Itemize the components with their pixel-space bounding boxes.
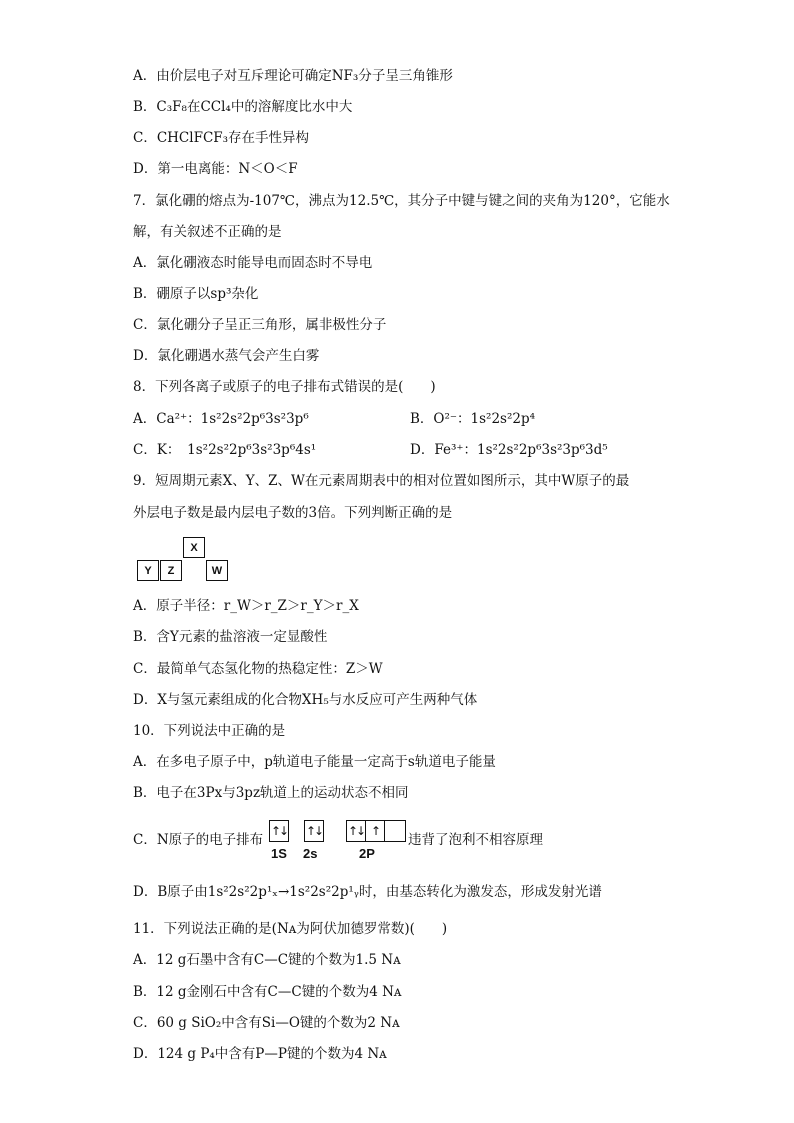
q10-option-a: A．在多电子原子中，p轨道电子能量一定高于s轨道电子能量 — [133, 754, 496, 770]
q11-option-d: D．124 g P₄中含有P—P键的个数为4 Nᴀ — [133, 1046, 387, 1062]
orbital-box: ↑ — [365, 820, 385, 842]
q6-option-b: B．C₃F₈在CCl₄中的溶解度比水中大 — [133, 99, 353, 115]
q10-option-d: D．B原子由1s²2s²2p¹ₓ→1s²2s²2p¹ᵧ时，由基态转化为激发态，形成发射光谱 — [133, 884, 602, 900]
q9-stem-line2: 外层电子数是最内层电子数的3倍。下列判断正确的是 — [133, 505, 453, 521]
q6-option-c: C．CHClFCF₃存在手性异构 — [133, 130, 310, 146]
q11-option-a: A．12 g石墨中含有C—C键的个数为1.5 Nᴀ — [133, 952, 401, 968]
q9-option-d: D．X与氢元素组成的化合物XH₅与水反应可产生两种气体 — [133, 692, 478, 708]
orbital-label-1s: 1S — [271, 846, 287, 861]
q6-option-d: D．第一电离能：N＜O＜F — [133, 161, 298, 177]
q7-option-c: C．氯化硼分子呈正三角形，属非极性分子 — [133, 317, 387, 333]
q10-stem: 10．下列说法中正确的是 — [133, 723, 286, 739]
q6-option-a: A．由价层电子对互斥理论可确定NF₃分子呈三角锥形 — [133, 68, 453, 84]
grid-cell-w: W — [206, 560, 228, 581]
q9-option-a: A．原子半径：r_W＞r_Z＞r_Y＞r_X — [133, 598, 359, 614]
q10-option-c-prefix: C．N原子的电子排布 — [133, 832, 264, 848]
q8-stem: 8．下列各离子或原子的电子排布式错误的是( ) — [133, 379, 436, 395]
periodic-position-grid — [137, 537, 237, 583]
q8-option-d: D．Fe³⁺：1s²2s²2p⁶3s²3p⁶3d⁵ — [410, 442, 608, 458]
q9-option-c: C．最简单气态氢化物的热稳定性：Z＞W — [133, 661, 383, 677]
q10-option-c-suffix: 违背了泡利不相容原理 — [408, 832, 543, 848]
orbital-box: ↑↓ — [304, 820, 324, 842]
q11-option-b: B．12 g金刚石中含有C—C键的个数为4 Nᴀ — [133, 984, 402, 1000]
orbital-label-2s: 2s — [303, 846, 318, 861]
q8-option-a: A．Ca²⁺：1s²2s²2p⁶3s²3p⁶ — [133, 411, 309, 427]
q8-option-c: C．K： 1s²2s²2p⁶3s²3p⁶4s¹ — [133, 442, 317, 458]
q7-option-a: A．氯化硼液态时能导电而固态时不导电 — [133, 255, 373, 271]
q8-option-b: B．O²⁻：1s²2s²2p⁴ — [410, 411, 536, 427]
grid-cell-y: Y — [137, 560, 159, 581]
orbital-box: ↑↓ — [269, 820, 289, 842]
q11-stem: 11．下列说法正确的是(Nᴀ为阿伏加德罗常数)( ) — [133, 921, 448, 937]
q7-stem-line2: 解，有关叙述不正确的是 — [133, 224, 282, 240]
q7-stem-line1: 7．氯化硼的熔点为-107℃，沸点为12.5℃，其分子中键与键之间的夹角为120°，它能水 — [133, 193, 670, 209]
q10-option-b: B．电子在3Px与3pz轨道上的运动状态不相同 — [133, 785, 409, 801]
q7-option-b: B．硼原子以sp³杂化 — [133, 286, 259, 302]
grid-cell-z: Z — [160, 560, 182, 581]
q9-option-b: B．含Y元素的盐溶液一定显酸性 — [133, 629, 328, 645]
q11-option-c: C．60 g SiO₂中含有Si—O键的个数为2 Nᴀ — [133, 1015, 400, 1031]
grid-cell-x: X — [183, 537, 205, 558]
orbital-box — [384, 820, 406, 842]
orbital-box: ↑↓ — [346, 820, 366, 842]
orbital-label-2p: 2P — [359, 846, 375, 861]
q9-stem-line1: 9．短周期元素X、Y、Z、W在元素周期表中的相对位置如图所示，其中W原子的最 — [133, 473, 630, 489]
q7-option-d: D．氯化硼遇水蒸气会产生白雾 — [133, 348, 320, 364]
